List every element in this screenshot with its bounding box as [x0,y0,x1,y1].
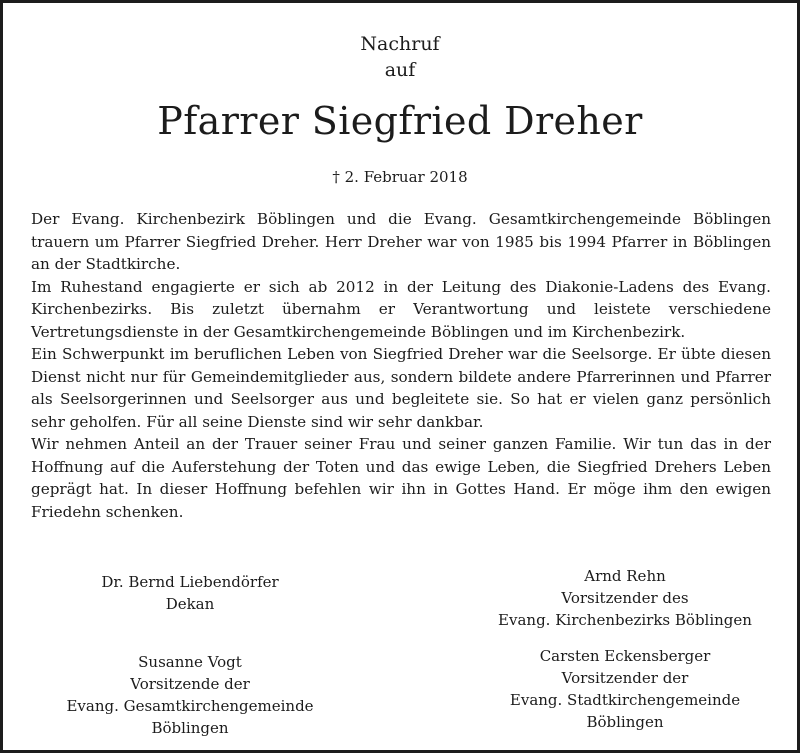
signatory-role: Vorsitzende der [130,675,250,693]
death-date: † 2. Februar 2018 [332,168,468,186]
signature-stadtkirchengemeinde [470,645,780,733]
signatory-org: Evang. Stadtkirchengemeinde [509,691,741,709]
signature-dekan [60,571,320,615]
header-nachruf: Nachruf [360,33,440,55]
signatory-place: Böblingen [151,719,229,737]
signatory-org: Evang. Kirchenbezirks Böblingen [498,611,752,629]
signatory-org: Evang. Gesamtkirchengemeinde [66,697,314,715]
signatory-role: Dekan [165,595,215,613]
signatory-name: Carsten Eckensberger [539,647,711,665]
signatory-place: Böblingen [586,713,664,731]
signatory-role: Vorsitzender des [561,589,689,607]
paragraph: Der Evang. Kirchenbezirk Böblingen und die Evang. Gesamtkirchengemeinde Böblingen trauern um Pfarrer Siegfried Dreher. Herr Dreher war von 1985 bis 1994 Pfarrer in Böblingen an der Stadtkirche. [31,210,771,273]
paragraph: Wir nehmen Anteil an der Trauer seiner Frau und seiner ganzen Familie. Wir tun das in der Hoffnung auf die Auferstehung der Toten und das ewige Leben, die Siegfried Drehers Leben geprägt hat. In dieser Hoffnung befehlen wir ihn in Gottes Hand. Er möge ihm den ewigen Friedehn schenken. [31,435,771,521]
deceased-name: Pfarrer Siegfried Dreher [157,99,643,143]
obituary-text [31,208,771,523]
paragraph: Ein Schwerpunkt im beruflichen Leben von Siegfried Dreher war die Seelsorge. Er übte diesen Dienst nicht nur für Gemeindemitglieder aus, sondern bildete andere Pfarrerinnen und Pfarrer als Seelsorgerinnen und Seelsorger aus und begleitete sie. So hat er vielen ganz persönlich sehr geholfen. Für all seine Dienste sind wir sehr dankbar. [31,345,771,431]
paragraph: Im Ruhestand engagierte er sich ab 2012 in der Leitung des Diakonie-Ladens des Evang. Kirchenbezirks. Bis zuletzt übernahm er Verantwortung und leistete verschiedene Vertretungsdienste in der Gesamtkirchengemeinde Böblingen und im Kirchenbezirk. [31,277,771,341]
signatory-name: Dr. Bernd Liebendörfer [101,573,279,591]
signatory-name: Arnd Rehn [584,567,666,585]
header-auf: auf [384,59,416,81]
signature-kirchenbezirk [470,565,780,631]
signatory-role: Vorsitzender der [561,669,689,687]
signatory-name: Susanne Vogt [138,653,242,671]
signature-gesamtkirchengemeinde [40,651,340,739]
